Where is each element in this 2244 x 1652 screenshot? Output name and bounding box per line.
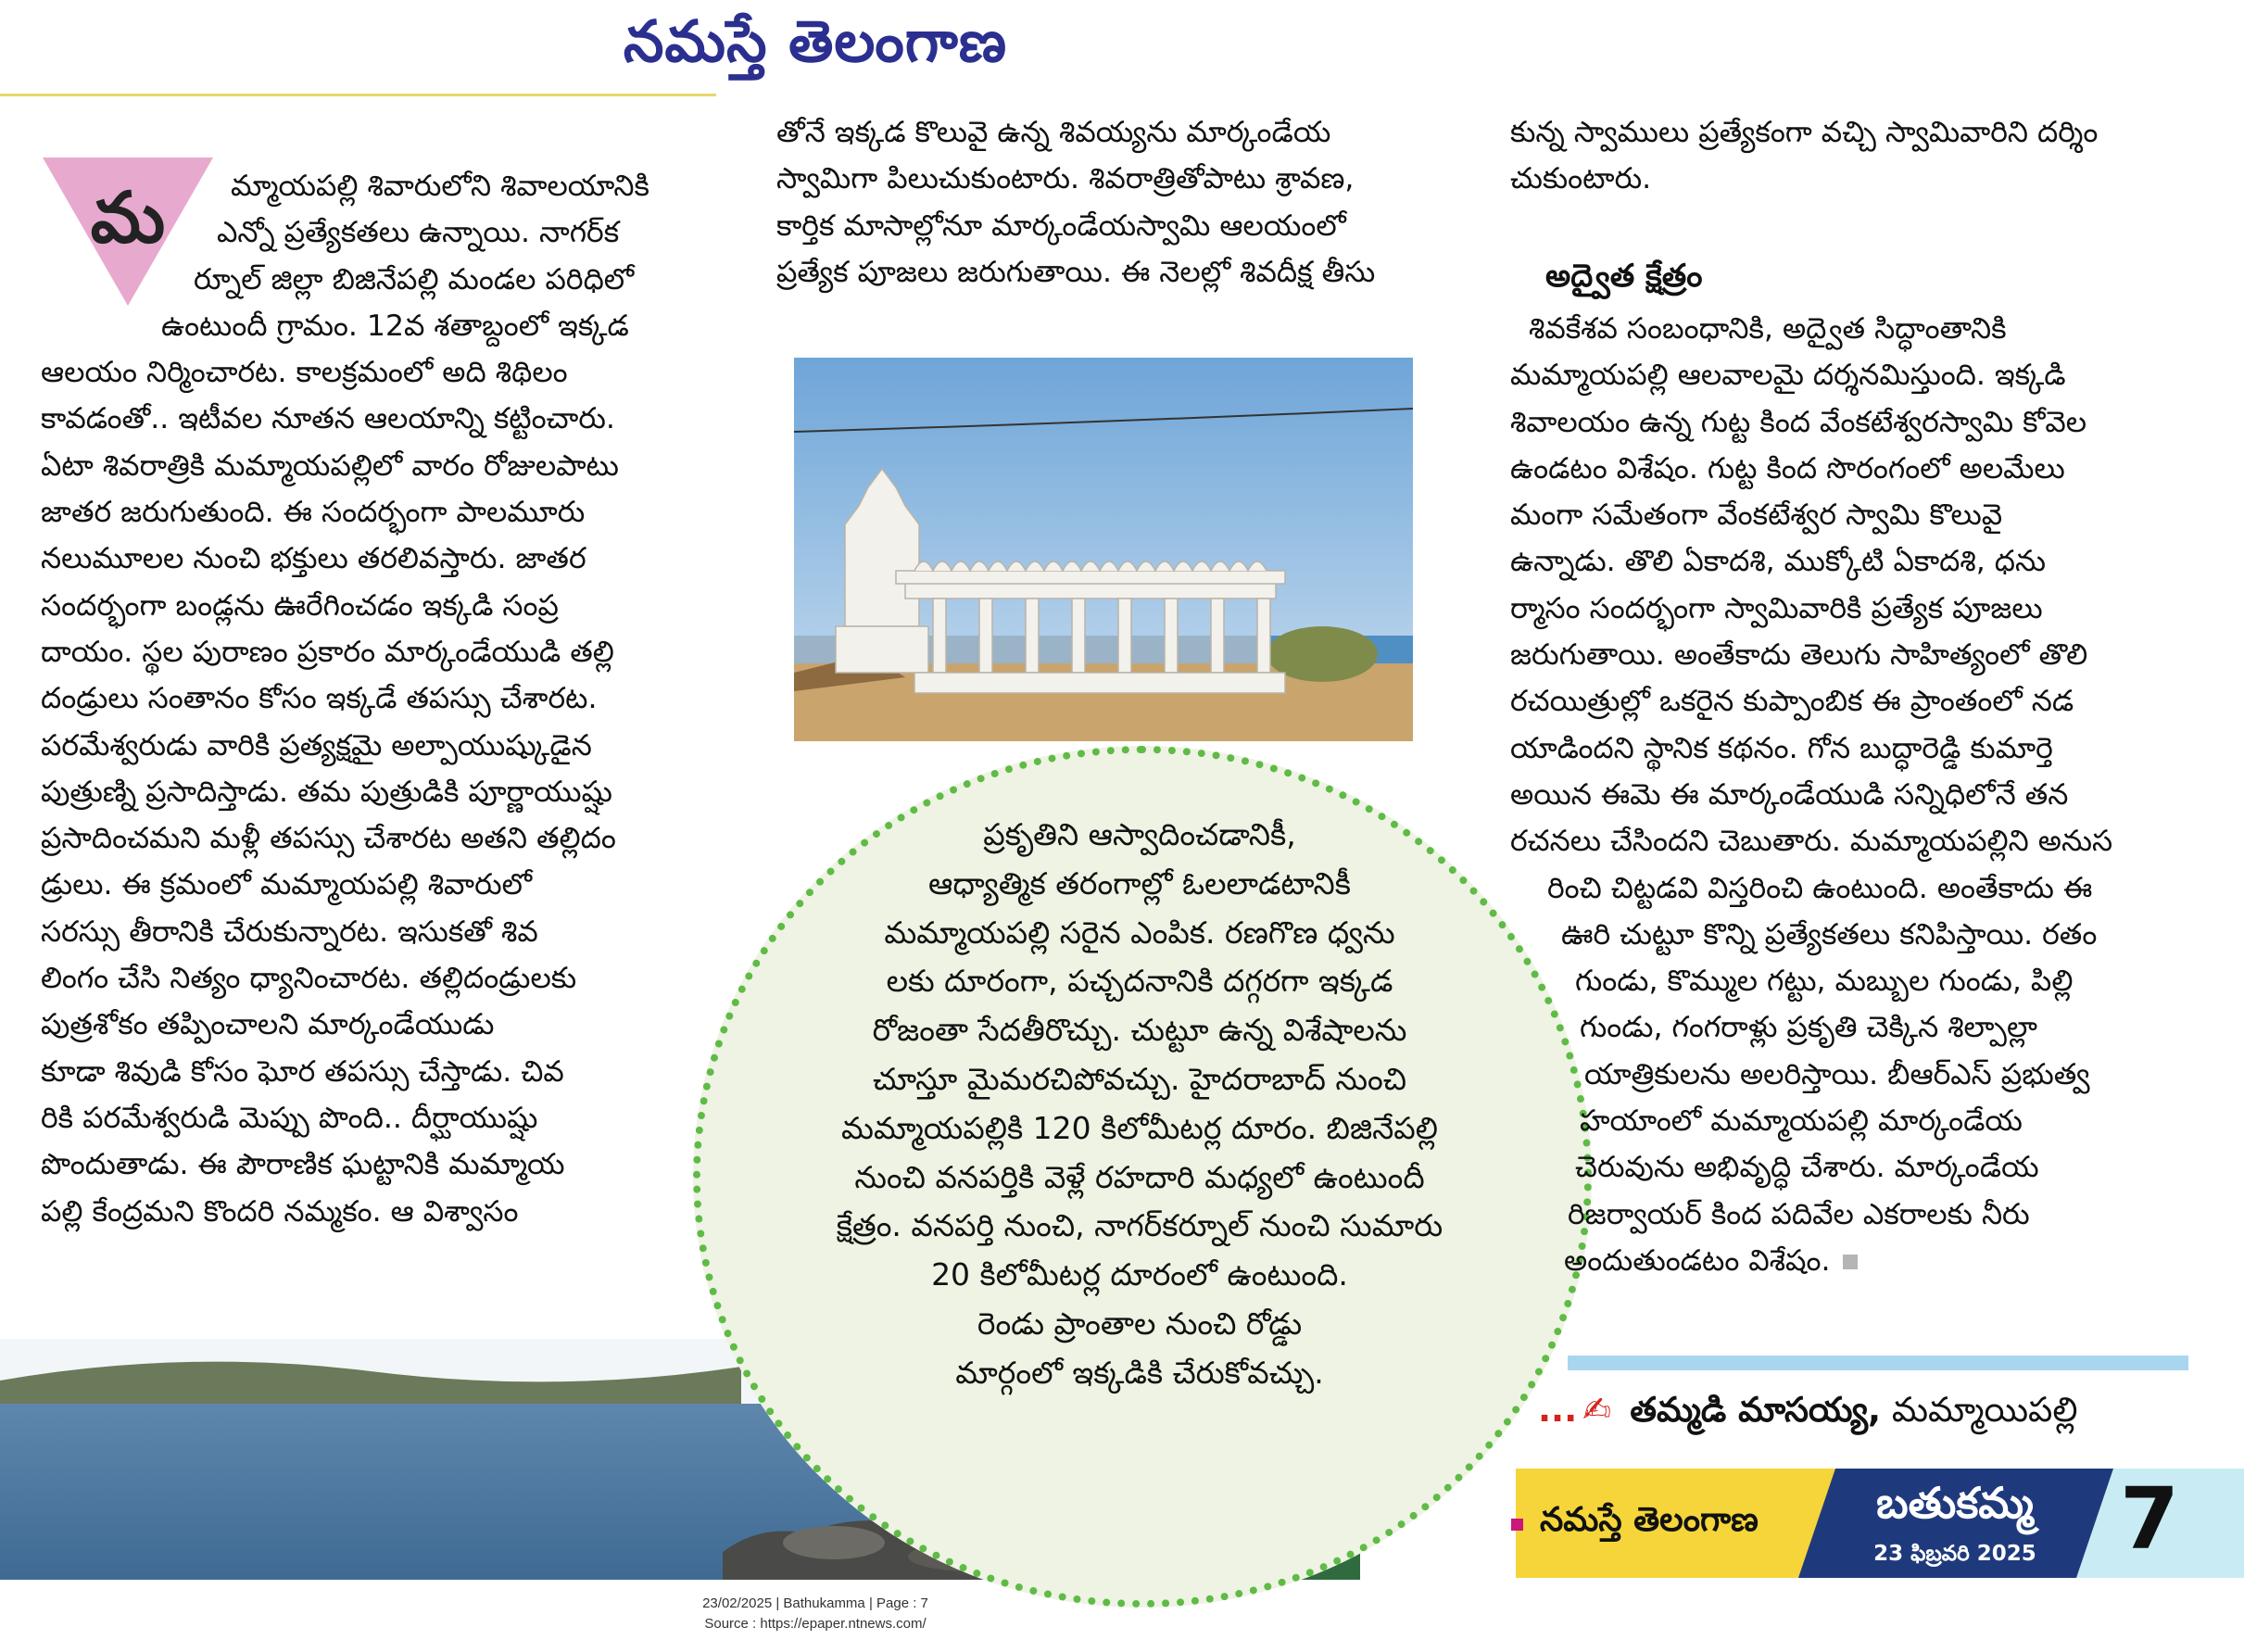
text-line-end: అందుతుండటం విశేషం.: [1564, 1243, 1831, 1278]
text-line: దాయం. స్థల పురాణం ప్రకారం మార్కండేయుడి తల్లి: [41, 635, 614, 669]
text-line: రించి చిట్టడవి విస్తరించి ఉంటుంది. అంతేకాదు ఈ: [1547, 871, 2093, 905]
text-line: మమ్మాయపల్లి ఆలవాలమై దర్శనమిస్తుంది. ఇక్కడి: [1510, 359, 2066, 393]
text-line: నలుమూలల నుంచి భక్తులు తరలివస్తారు. జాతర: [41, 542, 586, 576]
text-line: మమ్మాయపల్లికి 120 కిలోమీటర్ల దూరం. బిజినేపల్లి: [841, 1109, 1438, 1146]
text-line: కున్న స్వాములు ప్రత్యేకంగా వచ్చి స్వామివారిని దర్శిం: [1510, 116, 2099, 149]
text-line: ర్నూల్ జిల్లా బిజినేపల్లి మండల పరిధిలో: [194, 262, 635, 296]
temple-illustration: [794, 358, 1413, 741]
text-line: గుండు, కొమ్ముల గట్టు, మబ్బుల గుండు, పిల్లి: [1575, 965, 2074, 999]
section-subheading: అద్వైత క్షేత్రం: [1545, 258, 1703, 295]
text-line: స్వామిగా పిలుచుకుంటారు. శివరాత్రితోపాటు శ్రావణ,: [776, 162, 1355, 196]
text-line: ఏటా శివరాత్రికి మమ్మాయపల్లిలో వారం రోజులపాటు: [41, 448, 619, 483]
text-line: కావడంతో.. ఇటీవల నూతన ఆలయాన్ని కట్టించారు.: [41, 402, 615, 436]
text-line: రోజంతా సేదతీరొచ్చు. చుట్టూ ఉన్న విశేషాలను: [872, 1012, 1407, 1049]
text-line: మార్గంలో ఇక్కడికి చేరుకోవచ్చు.: [955, 1354, 1324, 1391]
page-number: 7: [2119, 1469, 2179, 1569]
source-caption: [0, 1594, 1631, 1634]
byline: [1538, 1390, 2077, 1438]
text-line: మమ్మాయపల్లి సరైన ఎంపిక. రణగొణ ధ్వను: [884, 914, 1395, 951]
text-line: దండ్రులు సంతానం కోసం ఇక్కడే తపస్సు చేశారట.: [41, 682, 598, 716]
header-rule: [0, 94, 716, 96]
end-mark-square-icon: [1843, 1255, 1858, 1269]
text-line: పొందుతాడు. ఈ పౌరాణిక ఘట్టానికి మమ్మాయ: [41, 1148, 565, 1182]
text-line: సందర్భంగా బండ్లను ఊరేగించడం ఇక్కడి సంప్ర: [41, 588, 559, 623]
text-line: జాతర జరుగుతుంది. ఈ సందర్భంగా పాలమూరు: [41, 496, 586, 530]
text-line: [1510, 1238, 2112, 1284]
info-callout-text: [806, 811, 1473, 1398]
text-line: శివాలయం ఉన్న గుట్ట కింద వేంకటేశ్వరస్వామి కోవెల: [1510, 405, 2087, 439]
article-column-1: [41, 163, 726, 1235]
text-line: పల్లి కేంద్రమని కొందరి నమ్మకం. ఆ విశ్వాసం: [41, 1194, 519, 1229]
text-line: కార్తిక మాసాల్లోనూ మార్కండేయస్వామి ఆలయంలో: [776, 208, 1346, 243]
text-line: నుంచి వనపర్తికి వెళ్లే రహదారి మధ్యలో ఉంటుందీ: [854, 1158, 1425, 1195]
text-line: చూస్తూ మైమరచిపోవచ్చు. హైదరాబాద్ నుంచి: [873, 1060, 1406, 1097]
text-line: లింగం చేసి నిత్యం ధ్యానించారట. తల్లిదండ్రులకు: [41, 962, 577, 996]
text-line: డ్రులు. ఈ క్రమంలో మమ్మాయపల్లి శివారులో: [41, 868, 533, 902]
text-line: ఉన్నాడు. తొలి ఏకాదశి, ముక్కోటి ఏకాదశి, ధను: [1510, 545, 2046, 579]
byline-rule: [1568, 1356, 2188, 1370]
text-line: యాత్రికులను అలరిస్తాయి. బీఆర్‌ఎస్ ప్రభుత్వ: [1584, 1057, 2090, 1091]
footer-section-name: బతుకమ్మ: [1876, 1478, 2034, 1528]
text-line: రచయిత్రుల్లో ఒకరైన కుప్పాంబిక ఈ ప్రాంతంలో నడ: [1510, 685, 2074, 719]
byline-author: తమ్మడి మాసయ్య,: [1630, 1390, 1882, 1430]
text-line: యాడిందని స్థానిక కథనం. గోన బుద్ధారెడ్డి కుమార్తె: [1510, 731, 2053, 765]
dropcap-letter: మ: [90, 176, 166, 259]
text-line: పుత్రుణ్ని ప్రసాదిస్తాడు. తమ పుత్రుడికి పూర్ణాయుష్షు: [41, 775, 612, 809]
text-line: రిజర్వాయర్ కింద పదివేల ఎకరాలకు నీరు: [1568, 1197, 2030, 1231]
byline-dots: ...: [1538, 1390, 1578, 1430]
text-line: లకు దూరంగా, పచ్చదనానికి దగ్గరగా ఇక్కడ: [886, 963, 1393, 1000]
text-line: ఆధ్యాత్మిక తరంగాల్లో ఓలలాడటానికీ: [928, 864, 1351, 902]
text-line: ప్రత్యేక పూజలు జరుగుతాయి. ఈ నెలల్లో శివదీక్ష తీసు: [776, 255, 1376, 289]
footer-date: 23 ఫిబ్రవరి 2025: [1873, 1542, 2036, 1566]
text-line: అయిన ఈమె ఈ మార్కండేయుడి సన్నిధిలోనే తన: [1510, 777, 2069, 812]
text-line: రచనలు చేసిందని చెబుతారు. మమ్మాయపల్లిని అనుస: [1510, 825, 2113, 859]
text-line: తోనే ఇక్కడ కొలువై ఉన్న శివయ్యను మార్కండేయ: [776, 116, 1331, 149]
text-line: ప్రసాదించమని మళ్లీ తపస్సు చేశారట అతని తల్లిదం: [41, 822, 616, 856]
text-line: చుకుంటారు.: [1510, 162, 1652, 196]
footer-paper-name: నమస్తే తెలంగాణ: [1540, 1501, 1759, 1539]
text-line: మ్మాయపల్లి శివారులోని శివాలయానికి: [231, 170, 649, 203]
text-line: ఆలయం నిర్మించారట. కాలక్రమంలో అది శిథిలం: [41, 356, 568, 390]
text-line: పుత్రశోకం తప్పించాలని మార్కండేయుడు: [41, 1008, 495, 1042]
text-line: హయాంలో మమ్మాయపల్లి మార్కండేయ: [1580, 1104, 2023, 1139]
text-line: మంగా సమేతంగా వేంకటేశ్వర స్వామి కొలువై: [1510, 498, 2003, 533]
article-column-3-body: [1510, 306, 2112, 1284]
text-line: చెరువును అభివృద్ధి చేశారు. మార్కండేయ: [1575, 1151, 2039, 1185]
text-line: ర్మాసం సందర్భంగా స్వామివారికి ప్రత్యేక పూజలు: [1510, 591, 2043, 625]
text-line: ఉంటుందీ గ్రామం. 12వ శతాబ్దంలో ఇక్కడ: [161, 309, 629, 343]
text-line: పరమేశ్వరుడు వారికి ప్రత్యక్షమై అల్పాయుష్కుడైన: [41, 728, 592, 763]
text-line: గుండు, గంగరాళ్లు ప్రకృతి చెక్కిన శిల్పాల్లా: [1580, 1011, 2037, 1045]
text-line: సరస్సు తీరానికి చేరుకున్నారట. ఇసుకతో శివ: [41, 914, 538, 949]
article-column-2: [776, 109, 1462, 296]
pen-icon: ✍: [1582, 1390, 1612, 1430]
text-line: 20 కిలోమీటర్ల దూరంలో ఉంటుంది.: [931, 1256, 1348, 1293]
text-line: శివకేశవ సంబంధానికి, అద్వైత సిద్ధాంతానికి: [1529, 312, 2007, 346]
text-line: జరుగుతాయి. అంతేకాదు తెలుగు సాహిత్యంలో తొలి: [1510, 638, 2088, 673]
byline-place: మమ్మాయిపల్లి: [1891, 1390, 2078, 1430]
text-line: ప్రకృతిని ఆస్వాదించడానికీ,: [983, 816, 1296, 852]
text-line: రికి పరమేశ్వరుడి మెప్పు పొంది.. దీర్ఘాయుష్షు: [41, 1101, 538, 1135]
caption-line-1: 23/02/2025 | Bathukamma | Page : 7: [702, 1595, 928, 1611]
temple-photo: [794, 358, 1413, 741]
text-line: ఉండటం విశేషం. గుట్ట కింద సొరంగంలో అలమేలు: [1510, 451, 2065, 486]
masthead-title: నమస్తే తెలంగాణ: [623, 7, 1008, 75]
text-line: కూడా శివుడి కోసం ఘోర తపస్సు చేస్తాడు. చివ: [41, 1054, 564, 1089]
text-line: క్షేత్రం. వనపర్తి నుంచి, నాగర్‌కర్నూల్ నుంచి సుమారు: [836, 1207, 1443, 1244]
text-line: ఎన్నో ప్రత్యేకతలు ఉన్నాయి. నాగర్‌క: [217, 216, 620, 250]
footer-bullet: [1511, 1519, 1523, 1531]
text-line: ఊరి చుట్టూ కొన్ని ప్రత్యేకతలు కనిపిస్తాయి. రతం: [1561, 917, 2098, 952]
text-line: రెండు ప్రాంతాల నుంచి రోడ్డు: [977, 1305, 1303, 1342]
article-column-3: [1510, 109, 2214, 203]
caption-line-2: Source : https://epaper.ntnews.com/: [704, 1616, 927, 1632]
